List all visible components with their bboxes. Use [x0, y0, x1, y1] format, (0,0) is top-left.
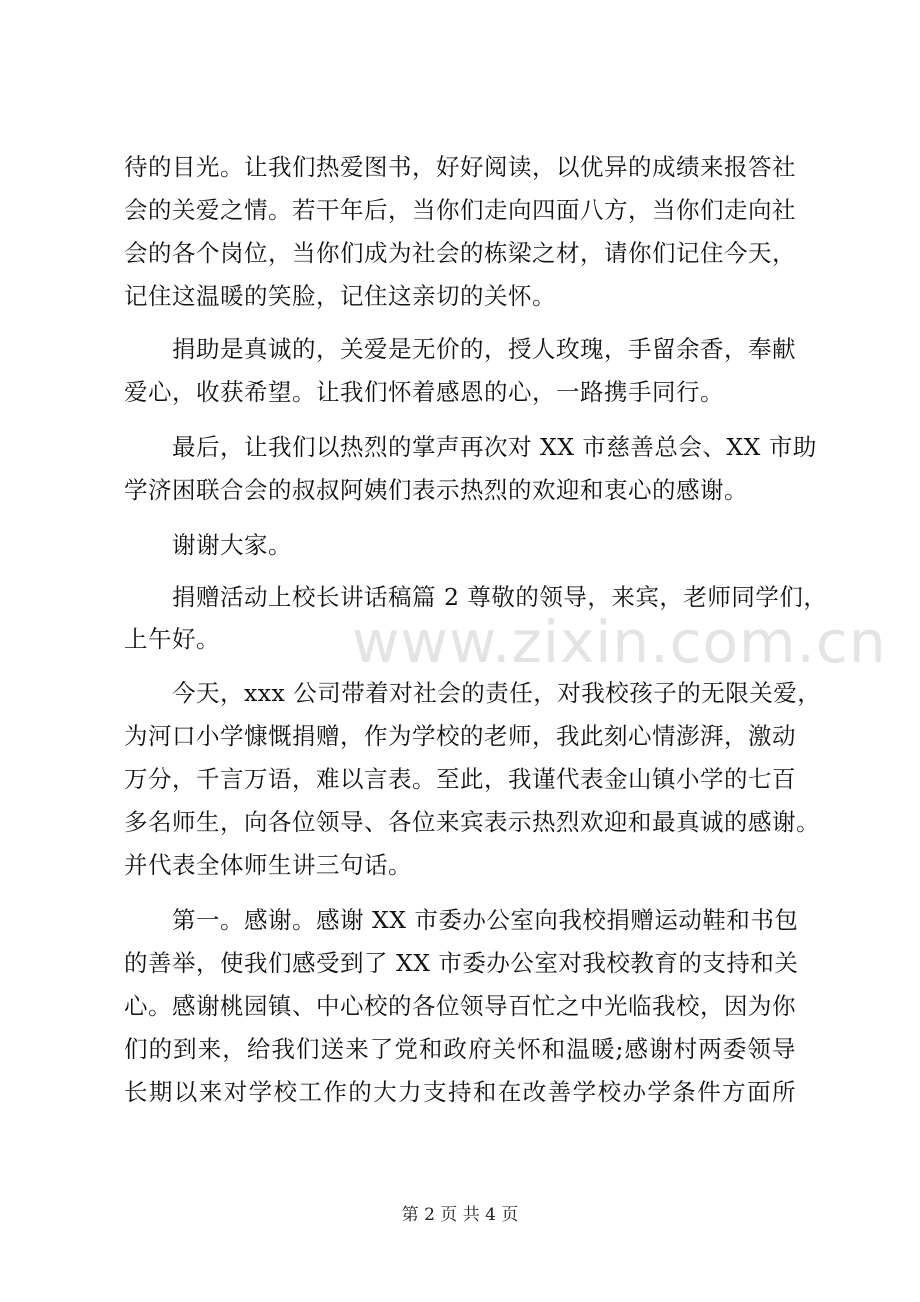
- text-line: 捐助是真诚的，关爱是无价的，授人玫瑰，手留余香，奉献: [172, 335, 796, 363]
- page-footer: 第 2 页 共 4 页: [401, 1205, 519, 1225]
- text-line: 今天，xxx 公司带着对社会的责任，对我校孩子的无限关爱，: [172, 679, 822, 707]
- text-line: 会的各个岗位，当你们成为社会的栋梁之材，请你们记住今天，: [124, 239, 796, 267]
- text-line: 心。感谢桃园镇、中心校的各位领导百忙之中光临我校，因为你: [124, 992, 796, 1020]
- text-line: 长期以来对学校工作的大力支持和在改善学校办学条件方面所: [124, 1078, 796, 1106]
- text-line: 记住这温暖的笑脸，记住这亲切的关怀。: [124, 282, 556, 310]
- watermark: www.zixin.com.cn: [352, 608, 887, 676]
- text-line: 为河口小学慷慨捐赠，作为学校的老师，我此刻心情澎湃，激动: [124, 722, 796, 750]
- text-line: 并代表全体师生讲三句话。: [124, 851, 412, 879]
- text-line: 谢谢大家。: [172, 531, 292, 559]
- text-line: 第一。感谢。感谢 XX 市委办公室向我校捐赠运动鞋和书包: [172, 906, 799, 934]
- text-line: 上午好。: [124, 625, 220, 653]
- text-line: 待的目光。让我们热爱图书，好好阅读，以优异的成绩来报答社: [124, 153, 796, 181]
- text-line: 的善举，使我们感受到了 XX 市委办公室对我校教育的支持和关: [124, 949, 799, 977]
- text-line: 学济困联合会的叔叔阿姨们表示热烈的欢迎和衷心的感谢。: [124, 476, 748, 504]
- text-line: 们的到来，给我们送来了党和政府关怀和温暖;感谢村两委领导: [124, 1035, 796, 1063]
- text-line: 会的关爱之情。若干年后，当你们走向四面八方，当你们走向社: [124, 196, 796, 224]
- text-line: 多名师生，向各位领导、各位来宾表示热烈欢迎和最真诚的感谢。: [124, 808, 820, 836]
- text-line: 捐赠活动上校长讲话稿篇 2 尊敬的领导，来宾，老师同学们，: [172, 583, 828, 611]
- text-line: 万分，千言万语，难以言表。至此，我谨代表金山镇小学的七百: [124, 765, 796, 793]
- text-line: 最后，让我们以热烈的掌声再次对 XX 市慈善总会、XX 市助: [172, 433, 817, 461]
- text-line: 爱心，收获希望。让我们怀着感恩的心，一路携手同行。: [124, 378, 724, 406]
